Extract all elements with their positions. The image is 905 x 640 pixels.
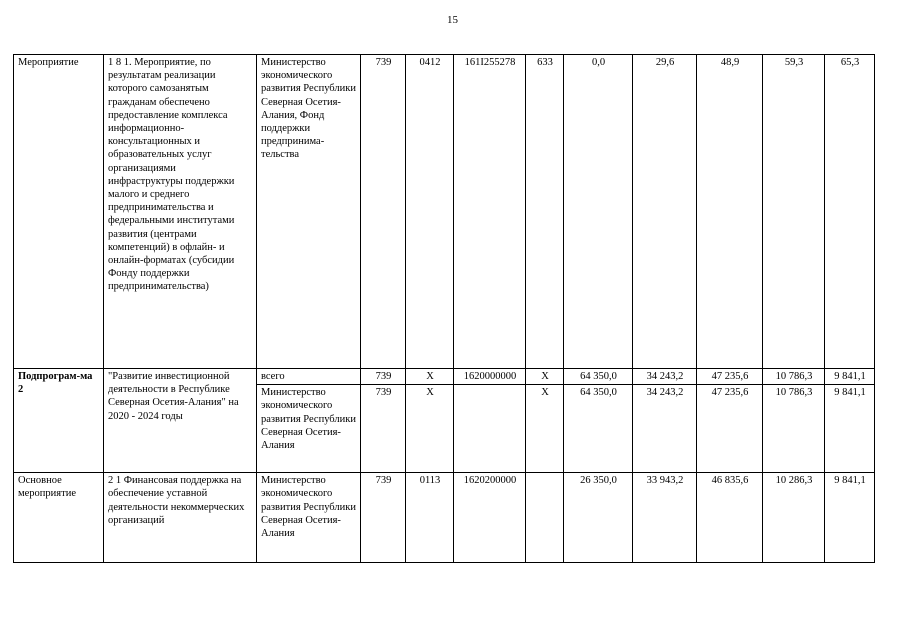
value-cell-4: 59,3 — [763, 55, 825, 369]
value-cell-3: 47 235,6 — [697, 385, 763, 473]
value-cell-1: 64 350,0 — [564, 385, 633, 473]
rzpr-cell: X — [406, 385, 454, 473]
rzpr-cell: X — [406, 369, 454, 385]
vr-cell: 633 — [526, 55, 564, 369]
grbs-cell: 739 — [361, 473, 406, 563]
row-type-cell: Подпрограм-ма 2 — [14, 369, 104, 473]
value-cell-1: 0,0 — [564, 55, 633, 369]
value-cell-3: 47 235,6 — [697, 369, 763, 385]
table-row — [14, 369, 875, 385]
value-cell-2: 34 243,2 — [633, 369, 697, 385]
rzpr-cell: 0113 — [406, 473, 454, 563]
value-cell-3: 48,9 — [697, 55, 763, 369]
csr-cell — [454, 385, 526, 473]
grbs-cell: 739 — [361, 385, 406, 473]
value-cell-2: 33 943,2 — [633, 473, 697, 563]
value-cell-5: 9 841,1 — [825, 369, 875, 385]
value-cell-5: 9 841,1 — [825, 385, 875, 473]
grbs-cell: 739 — [361, 55, 406, 369]
value-cell-2: 29,6 — [633, 55, 697, 369]
row-name-cell: "Развитие инвестиционной деятельности в Республике Северная Осетия-Алания" на 2020 - 2024 годы — [104, 369, 257, 473]
value-cell-3: 46 835,6 — [697, 473, 763, 563]
page-number: 15 — [447, 14, 458, 26]
csr-cell: 1620200000 — [454, 473, 526, 563]
value-cell-5: 9 841,1 — [825, 473, 875, 563]
value-cell-4: 10 286,3 — [763, 473, 825, 563]
vr-cell — [526, 473, 564, 563]
vr-cell: X — [526, 369, 564, 385]
vr-cell: X — [526, 385, 564, 473]
value-cell-5: 65,3 — [825, 55, 875, 369]
value-cell-1: 64 350,0 — [564, 369, 633, 385]
row-name-cell: 2 1 Финансовая поддержка на обеспечение уставной деятельности некоммерческих организаций — [104, 473, 257, 563]
table-row — [14, 473, 875, 563]
value-cell-4: 10 786,3 — [763, 369, 825, 385]
value-cell-4: 10 786,3 — [763, 385, 825, 473]
row-type-cell: Мероприятие — [14, 55, 104, 369]
row-type-cell: Основное мероприятие — [14, 473, 104, 563]
executor-cell: Министерство экономического развития Республики Северная Осетия-Алания, Фонд поддержки предпринима-тельства — [257, 55, 361, 369]
csr-cell: 1620000000 — [454, 369, 526, 385]
value-cell-1: 26 350,0 — [564, 473, 633, 563]
grbs-cell: 739 — [361, 369, 406, 385]
value-cell-2: 34 243,2 — [633, 385, 697, 473]
budget-table — [13, 54, 875, 563]
executor-cell: всего — [257, 369, 361, 385]
row-name-cell: 1 8 1. Мероприятие, по результатам реализации которого самозанятым гражданам обеспечено предоставление комплекса информационно-консультационных и образовательных услуг организациями инфраструктуры поддержки малого и среднего предпринимательства и федеральными институтами развития (центрами компетенций) в офлайн- и онлайн-форматах (субсидии Фонду поддержки предпринимательства) — [104, 55, 257, 369]
csr-cell: 161I255278 — [454, 55, 526, 369]
executor-cell: Министерство экономического развития Республики Северная Осетия-Алания — [257, 385, 361, 473]
executor-cell: Министерство экономического развития Республики Северная Осетия-Алания — [257, 473, 361, 563]
table-row — [14, 55, 875, 369]
rzpr-cell: 0412 — [406, 55, 454, 369]
